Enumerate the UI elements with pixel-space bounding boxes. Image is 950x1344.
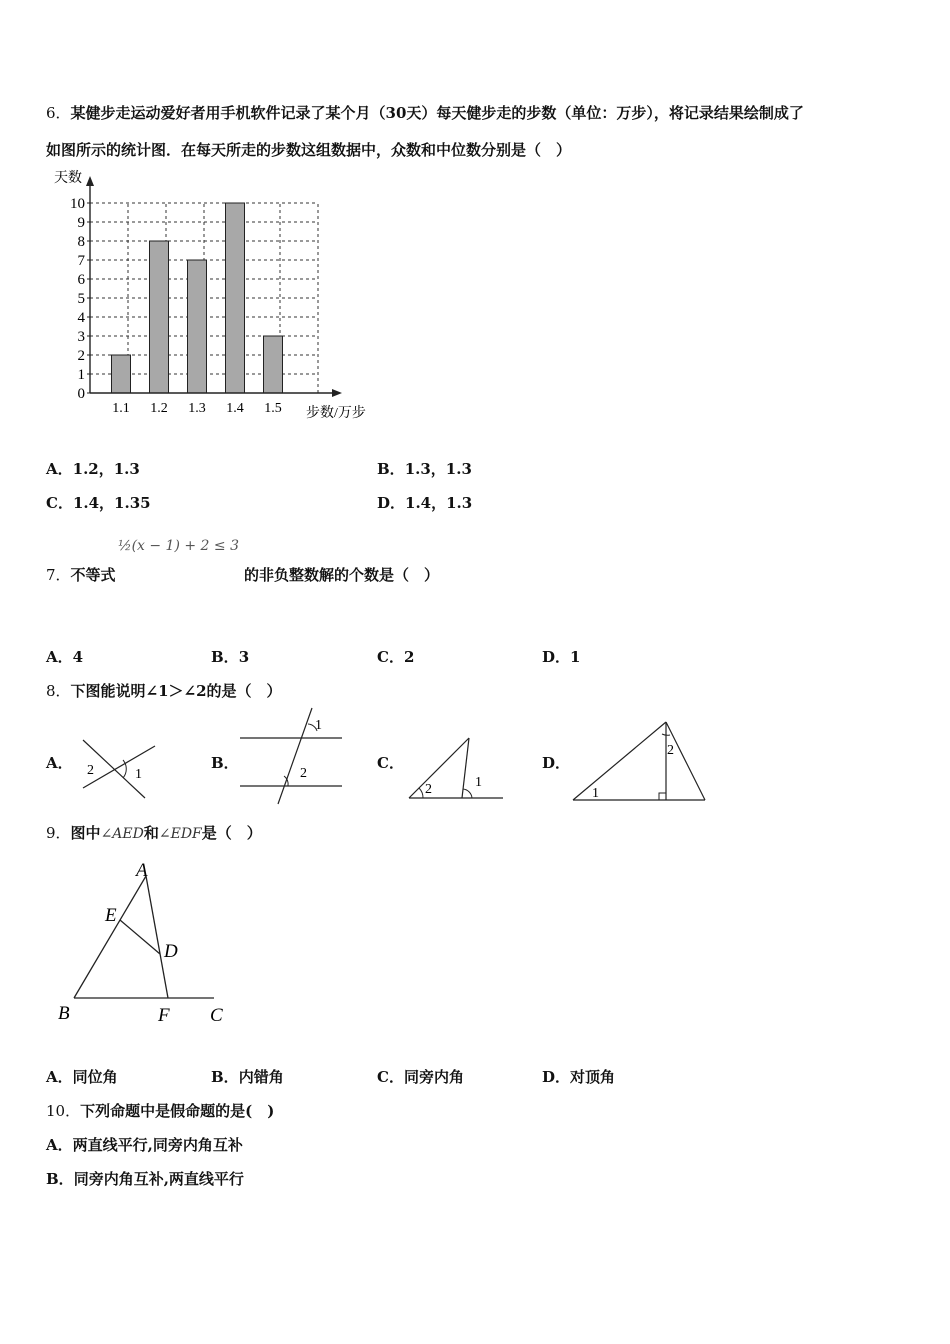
q7-line — [46, 564, 116, 585]
y-tick-label: 0 — [77, 386, 85, 402]
option-letter: B． — [211, 1068, 239, 1086]
q6-option-b[interactable] — [377, 458, 472, 479]
q8-option-a[interactable]: A． — [46, 754, 73, 772]
bar-1.4 — [226, 203, 245, 393]
q6-number: 6． — [46, 104, 71, 122]
q9-suffix: 是（ ） — [201, 824, 262, 842]
point-e-label: E — [105, 905, 117, 926]
q7-option-b[interactable] — [211, 646, 249, 667]
point-a-label: A — [136, 860, 148, 881]
q10-text: 下列命题中是假命题的是( ) — [80, 1102, 275, 1120]
q9-angle-1: ∠AED — [100, 826, 144, 842]
point-f-label: F — [158, 1005, 170, 1026]
option-text: 同位角 — [72, 1068, 118, 1086]
q8-figure-c — [405, 734, 507, 804]
option-letter: C． — [377, 1068, 404, 1086]
option-letter: D． — [377, 494, 406, 512]
q9-line — [46, 822, 262, 843]
q9-option-c[interactable] — [377, 1066, 464, 1087]
q8-text: 下图能说明∠1＞∠2的是（ ） — [70, 682, 282, 700]
option-text: 对顶角 — [570, 1068, 616, 1086]
q9-triangle-figure — [52, 856, 242, 1032]
option-letter: B． — [46, 1170, 74, 1188]
q7-prefix: 不等式 — [70, 566, 116, 584]
point-c-label: C — [210, 1005, 223, 1026]
option-text: 1.2，1.3 — [72, 460, 140, 478]
q8-figure-a — [75, 732, 165, 804]
angle-1-label: 1 — [315, 718, 322, 733]
angle-1-label: 1 — [592, 786, 599, 801]
y-tick-labels — [70, 196, 90, 402]
option-text: 同旁内角 — [403, 1068, 464, 1086]
option-text: 1.3，1.3 — [404, 460, 472, 478]
option-text: 1.4，1.35 — [72, 494, 151, 512]
option-letter: A． — [46, 1136, 73, 1154]
q8-option-c[interactable]: C． — [377, 754, 404, 772]
option-text: 1 — [570, 648, 581, 666]
y-tick-label: 5 — [77, 291, 85, 307]
q10-option-b[interactable] — [46, 1168, 244, 1189]
q6-option-a[interactable] — [46, 458, 140, 479]
q10-option-a[interactable] — [46, 1134, 243, 1155]
q6-option-c[interactable] — [46, 492, 151, 513]
step-bar-chart — [40, 168, 390, 428]
q6-option-d[interactable] — [377, 492, 472, 513]
y-tick-label: 10 — [70, 196, 85, 212]
angle-1-label: 1 — [135, 767, 142, 782]
x-tick-label: 1.2 — [150, 401, 168, 416]
bar-1.1 — [112, 355, 131, 393]
q9-prefix: 图中 — [70, 824, 101, 842]
q8-option-d[interactable]: D． — [542, 754, 571, 772]
option-letter: A． — [46, 1068, 73, 1086]
point-b-label: B — [58, 1003, 70, 1024]
y-axis-label: 天数 — [54, 171, 82, 186]
x-axis-label: 步数/万步 — [306, 406, 366, 421]
option-letter: B． — [377, 460, 405, 478]
y-tick-label: 1 — [77, 367, 85, 383]
q9-option-a[interactable] — [46, 1066, 118, 1087]
y-axis-arrow — [86, 176, 94, 186]
q7-option-d[interactable] — [542, 646, 580, 667]
bar-1.3 — [188, 260, 207, 393]
q7-option-a[interactable] — [46, 646, 83, 667]
option-letter: A． — [46, 460, 73, 478]
q9-option-b[interactable] — [211, 1066, 284, 1087]
option-text: 4 — [72, 648, 84, 666]
angle-1-label: 1 — [475, 775, 482, 790]
q9-option-d[interactable] — [542, 1066, 615, 1087]
x-tick-label: 1.4 — [226, 401, 244, 416]
q8-option-b[interactable]: B． — [211, 754, 239, 772]
q6-line1 — [46, 102, 804, 123]
option-letter: C． — [46, 494, 73, 512]
y-tick-label: 2 — [77, 348, 85, 364]
q10-line — [46, 1100, 274, 1121]
x-tick-labels — [112, 401, 282, 416]
option-letter: D． — [542, 648, 571, 666]
angle-2-label: 2 — [87, 763, 94, 778]
angle-2-label: 2 — [667, 743, 674, 758]
option-text: 2 — [403, 648, 415, 666]
chart-bars — [112, 203, 283, 393]
y-tick-label: 8 — [77, 234, 85, 250]
option-text: 3 — [238, 648, 250, 666]
q6-line2: 如图所示的统计图．在每天所走的步数这组数据中，众数和中位数分别是（ ） — [46, 141, 572, 159]
q7-suffix: 的非负整数解的个数是（ ） — [244, 566, 440, 584]
option-text: 同旁内角互补,两直线平行 — [73, 1170, 244, 1188]
x-axis-arrow — [332, 389, 342, 397]
option-text: 内错角 — [238, 1068, 284, 1086]
x-tick-label: 1.3 — [188, 401, 206, 416]
q8-figure-b — [238, 706, 348, 806]
bar-1.2 — [150, 241, 169, 393]
angle-2-label: 2 — [300, 766, 307, 781]
q9-mid: 和 — [143, 824, 159, 842]
q7-formula: ½(x − 1) + 2 ≤ 3 — [118, 538, 240, 554]
y-tick-label: 4 — [77, 310, 85, 326]
y-tick-label: 7 — [77, 253, 85, 269]
y-tick-label: 6 — [77, 272, 85, 288]
q8-number: 8． — [46, 682, 71, 700]
y-tick-label: 3 — [77, 329, 85, 345]
angle-2-label: 2 — [425, 782, 432, 797]
option-letter: C． — [377, 648, 404, 666]
q9-number: 9． — [46, 824, 71, 842]
q6-text-1: 某健步走运动爱好者用手机软件记录了某个月（30天）每天健步走的步数（单位：万步），将记录结果绘制成了 — [70, 104, 804, 122]
option-text: 两直线平行,同旁内角互补 — [72, 1136, 243, 1154]
x-tick-label: 1.1 — [112, 401, 130, 416]
option-letter: B． — [211, 648, 239, 666]
option-text: 1.4，1.3 — [405, 494, 473, 512]
q8-line — [46, 680, 282, 701]
x-tick-label: 1.5 — [264, 401, 282, 416]
option-letter: A． — [46, 648, 73, 666]
option-letter: D． — [542, 1068, 571, 1086]
q10-number: 10． — [46, 1102, 81, 1120]
q8-figure-d — [570, 718, 710, 804]
q9-angle-2: ∠EDF — [158, 826, 202, 842]
q7-number: 7． — [46, 566, 71, 584]
bar-1.5 — [264, 336, 283, 393]
q7-option-c[interactable] — [377, 646, 414, 667]
point-d-label: D — [164, 941, 178, 962]
y-tick-label: 9 — [77, 215, 85, 231]
